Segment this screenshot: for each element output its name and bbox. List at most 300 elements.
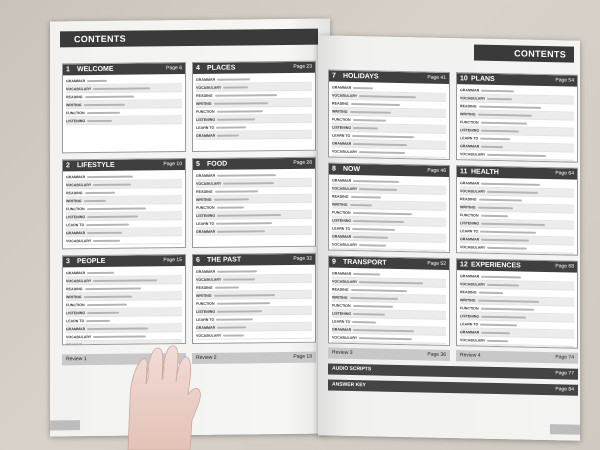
hand-photo (118, 340, 208, 450)
line-text-blur (217, 230, 265, 233)
line-text-blur (85, 95, 134, 98)
line-key: GRAMMAR (460, 329, 480, 335)
unit-number: 6 (196, 256, 200, 264)
line-text-blur (223, 86, 248, 88)
line-text-blur (86, 319, 110, 321)
line-text-blur (353, 219, 404, 222)
line-key: GRAMMAR (66, 174, 86, 179)
line-text-blur (487, 97, 512, 100)
line-text-blur (353, 235, 388, 238)
unit-lines (329, 81, 449, 160)
contents-header-left: CONTENTS (60, 29, 318, 48)
unit-box-8 (328, 162, 450, 253)
review-label: Review 4 (460, 352, 481, 359)
line-text-blur (480, 323, 517, 326)
line-key: GRAMMAR (332, 141, 352, 146)
unit-title: TRANSPORT (343, 258, 387, 267)
line-text-blur (359, 151, 405, 154)
line-key: WRITING (66, 198, 82, 203)
unit-lines (63, 74, 185, 125)
line-key: READING (332, 250, 349, 254)
line-text-blur (487, 339, 508, 341)
line-text-blur (87, 327, 148, 330)
unit-number: 12 (460, 261, 468, 269)
line-key: LISTENING (196, 309, 216, 314)
line-text-blur (478, 206, 513, 209)
line-text-blur (481, 182, 540, 185)
line-text-blur (481, 275, 521, 278)
line-text-blur (84, 295, 132, 298)
line-text-blur (480, 137, 510, 140)
line-text-blur (352, 320, 376, 323)
line-key: READING (460, 289, 477, 295)
unit-number: 4 (196, 64, 200, 72)
line-text-blur (359, 95, 416, 98)
line-text-blur (87, 271, 114, 273)
unit-number: 10 (460, 75, 468, 83)
unit-box-6 (192, 253, 316, 344)
line-key: READING (66, 94, 83, 99)
unit-page: Page 10 (163, 161, 182, 168)
line-text-blur (479, 198, 522, 201)
line-text-blur (217, 214, 281, 217)
line-text-blur (93, 279, 157, 282)
line-key: LEARN TO (460, 321, 479, 327)
line-key: VOCABULARY (332, 335, 358, 340)
line-text-blur (487, 283, 519, 286)
line-text-blur (93, 239, 120, 241)
unit-title: PEOPLE (77, 257, 106, 266)
unit-header (63, 159, 185, 171)
line-text-blur (85, 287, 141, 290)
line-text-blur (479, 347, 537, 349)
line-key: WRITING (460, 204, 476, 210)
line-key: FUNCTION (66, 302, 85, 307)
line-text-blur (481, 222, 545, 225)
unit-box-10 (456, 72, 578, 163)
line-text-blur (479, 291, 503, 294)
line-key: READING (332, 157, 349, 161)
right-page (318, 35, 580, 440)
line-key: LISTENING (460, 313, 480, 319)
line-key: VOCABULARY (460, 188, 486, 194)
line-key: VOCABULARY (332, 93, 358, 98)
line-key: FUNCTION (332, 210, 351, 215)
line-key: READING (196, 285, 213, 290)
extra-page: Page 84 (555, 386, 574, 393)
line-text-blur (351, 158, 389, 160)
line-key: LISTENING (66, 310, 86, 315)
review-page: Page 18 (293, 353, 312, 360)
line-text-blur (351, 344, 396, 346)
line-key: LEARN TO (460, 135, 479, 141)
unit-number: 11 (460, 168, 468, 176)
unit-title: HEALTH (471, 168, 499, 177)
page-footer-left (50, 420, 80, 430)
line-text-blur (351, 195, 381, 198)
line-key: GRAMMAR (460, 273, 480, 279)
line-key: GRAMMAR (196, 325, 216, 330)
line-key: LISTENING (332, 125, 352, 130)
line-text-blur (87, 303, 127, 305)
line-text-blur (93, 183, 131, 185)
line-text-blur (216, 222, 272, 225)
unit-page: Page 64 (555, 170, 574, 177)
unit-lines (193, 169, 315, 236)
extra-page: Page 77 (555, 370, 574, 377)
line-key: VOCABULARY (332, 149, 358, 154)
line-key: GRAMMAR (66, 78, 86, 83)
unit-box-2 (62, 158, 186, 249)
line-text-blur (217, 78, 250, 80)
line-text-blur (87, 207, 146, 210)
line-text-blur (217, 310, 262, 312)
unit-number: 9 (332, 258, 336, 266)
line-text-blur (359, 188, 397, 191)
line-key: FUNCTION (460, 119, 479, 125)
line-key: GRAMMAR (460, 87, 480, 93)
line-text-blur (487, 190, 538, 193)
unit-number: 3 (66, 258, 70, 266)
line-key: READING (460, 345, 477, 349)
unit-page: Page 52 (427, 260, 446, 267)
line-key: LISTENING (332, 311, 352, 316)
line-key: GRAMMAR (196, 173, 216, 178)
line-text-blur (481, 89, 514, 92)
line-key: LISTENING (66, 118, 86, 123)
line-key: LISTENING (460, 127, 480, 133)
unit-lines (457, 270, 577, 349)
line-key: LEARN TO (196, 221, 215, 226)
unit-box-5 (192, 157, 316, 248)
line-key: VOCABULARY (332, 242, 358, 247)
line-key: READING (460, 103, 477, 109)
line-key: READING (460, 252, 477, 256)
line-key: VOCABULARY (196, 333, 222, 338)
line-text-blur (353, 312, 385, 315)
line-text-blur (87, 175, 133, 177)
line-text-blur (359, 244, 386, 247)
unit-page: Page 46 (427, 167, 446, 174)
line-text-blur (481, 129, 519, 132)
contents-header-right: CONTENTS (474, 45, 574, 63)
line-text-blur (93, 87, 150, 90)
line-key: GRAMMAR (460, 180, 480, 186)
unit-number: 8 (332, 165, 336, 173)
line-key: GRAMMAR (66, 326, 86, 331)
line-text-blur (481, 238, 529, 241)
line-text-blur (481, 307, 534, 310)
line-key: LISTENING (66, 214, 86, 219)
line-key: VOCABULARY (196, 85, 222, 90)
unit-line (196, 331, 312, 340)
line-key: WRITING (196, 197, 212, 202)
line-text-blur (481, 121, 527, 124)
extra-bar (328, 379, 578, 395)
line-text-blur (487, 153, 546, 156)
unit-title: NOW (343, 165, 361, 174)
line-text-blur (479, 161, 530, 163)
line-text-blur (351, 288, 407, 291)
line-text-blur (214, 102, 268, 105)
line-key: FUNCTION (332, 117, 351, 122)
line-text-blur (350, 110, 391, 113)
line-key: FUNCTION (66, 206, 85, 211)
review-page: Page 74 (555, 354, 574, 361)
line-text-blur (353, 304, 393, 307)
line-text-blur (217, 118, 255, 120)
line-key: WRITING (460, 297, 476, 303)
line-key: VOCABULARY (460, 244, 486, 250)
line-key: VOCABULARY (66, 86, 92, 91)
line-text-blur (85, 191, 115, 193)
line-text-blur (87, 311, 119, 313)
unit-lines (63, 170, 185, 245)
unit-number: 5 (196, 160, 200, 168)
review-label: Review 3 (332, 349, 353, 356)
extra-label: AUDIO SCRIPTS (332, 365, 372, 373)
line-text-blur (350, 203, 372, 205)
unit-header (63, 255, 185, 267)
line-key: FUNCTION (460, 305, 479, 311)
line-text-blur (479, 105, 541, 108)
line-key: LISTENING (332, 218, 352, 223)
line-key: VOCABULARY (66, 182, 92, 187)
line-key: WRITING (66, 294, 82, 299)
line-text-blur (87, 111, 120, 113)
line-text-blur (359, 337, 412, 340)
unit-lines (329, 174, 449, 253)
line-key: READING (332, 194, 349, 199)
line-text-blur (481, 214, 508, 217)
unit-box-12 (456, 258, 578, 349)
extra-label: ANSWER KEY (332, 381, 366, 389)
unit-lines (457, 84, 577, 163)
line-text-blur (214, 198, 249, 200)
line-text-blur (352, 134, 414, 137)
unit-box-3 (62, 254, 186, 345)
line-text-blur (217, 302, 270, 305)
line-key: GRAMMAR (332, 85, 352, 90)
line-text-blur (216, 126, 246, 128)
line-key: WRITING (460, 111, 476, 117)
review-bar (328, 347, 450, 361)
review-bar (192, 352, 316, 364)
line-key: READING (196, 189, 213, 194)
unit-title: HOLIDAYS (343, 72, 379, 81)
unit-page: Page 6 (166, 65, 182, 72)
line-key: VOCABULARY (332, 186, 358, 191)
line-text-blur (214, 294, 275, 297)
line-key: GRAMMAR (196, 77, 216, 82)
line-key: WRITING (332, 295, 348, 300)
unit-lines (329, 267, 449, 346)
review-bar (456, 350, 578, 364)
line-text-blur (215, 286, 239, 288)
unit-line (196, 131, 312, 140)
unit-header (193, 254, 315, 266)
line-text-blur (479, 254, 511, 256)
line-key: LEARN TO (332, 133, 351, 138)
unit-title: THE PAST (207, 256, 242, 264)
line-key: WRITING (332, 109, 348, 114)
unit-page: Page 54 (555, 77, 574, 84)
line-key: VOCABULARY (460, 337, 486, 343)
line-key: LEARN TO (332, 226, 351, 231)
line-text-blur (353, 211, 412, 214)
unit-lines (63, 266, 185, 345)
line-key: READING (460, 196, 477, 202)
line-text-blur (480, 230, 536, 233)
unit-title: PLANS (471, 75, 495, 83)
line-key: READING (66, 190, 83, 195)
unit-number: 2 (66, 162, 70, 170)
line-key: FUNCTION (460, 212, 479, 218)
unit-title: PLACES (207, 64, 236, 72)
line-key: FUNCTION (196, 205, 215, 210)
line-text-blur (481, 331, 510, 334)
line-key: LEARN TO (460, 228, 479, 234)
unit-number: 7 (332, 72, 336, 80)
unit-page: Page 28 (293, 159, 312, 166)
line-key: VOCABULARY (196, 181, 222, 186)
line-key: READING (332, 101, 349, 106)
line-key: READING (332, 287, 349, 292)
unit-title: FOOD (207, 160, 228, 168)
line-key: VOCABULARY (66, 334, 92, 339)
line-text-blur (217, 134, 239, 136)
line-text-blur (223, 182, 274, 185)
line-text-blur (481, 145, 503, 147)
line-key: LISTENING (460, 220, 480, 226)
line-text-blur (223, 278, 255, 280)
line-key: LISTENING (196, 213, 216, 218)
line-key: FUNCTION (196, 109, 215, 114)
line-key: FUNCTION (332, 303, 351, 308)
line-key: READING (196, 93, 213, 98)
line-key: FUNCTION (196, 301, 215, 306)
line-key: VOCABULARY (196, 277, 222, 282)
line-text-blur (87, 119, 112, 121)
line-key: GRAMMAR (196, 269, 216, 274)
line-key: GRAMMAR (332, 327, 352, 332)
line-key: READING (66, 286, 83, 291)
line-text-blur (93, 335, 146, 338)
line-text-blur (86, 223, 129, 225)
unit-line (66, 236, 182, 245)
line-key: WRITING (196, 293, 212, 298)
line-text-blur (478, 299, 539, 302)
line-text-blur (217, 326, 246, 328)
line-key: VOCABULARY (66, 238, 92, 243)
unit-page: Page 23 (293, 63, 312, 70)
unit-lines (457, 177, 577, 256)
unit-title: LIFESTYLE (77, 161, 115, 170)
line-key: WRITING (196, 101, 212, 106)
line-key: WRITING (332, 202, 348, 207)
line-text-blur (353, 86, 373, 88)
review-label: Review 1 (66, 356, 87, 363)
line-key: LEARN TO (196, 125, 215, 130)
unit-box-9 (328, 255, 450, 346)
line-key: GRAMMAR (332, 271, 352, 276)
line-text-blur (87, 231, 122, 233)
page-footer-right (550, 424, 580, 435)
unit-title: WELCOME (77, 65, 114, 74)
unit-lines (193, 73, 315, 140)
line-text-blur (353, 126, 378, 129)
unit-line (196, 227, 312, 236)
line-key: WRITING (66, 102, 82, 107)
line-key: LEARN TO (66, 318, 85, 323)
unit-lines (193, 265, 315, 340)
unit-number: 1 (66, 66, 70, 74)
line-text-blur (217, 174, 276, 177)
line-text-blur (87, 215, 138, 218)
line-text-blur (87, 79, 107, 81)
unit-box-4 (192, 61, 316, 152)
unit-box-11 (456, 165, 578, 256)
line-text-blur (353, 118, 386, 121)
line-key: VOCABULARY (460, 281, 486, 287)
line-text-blur (84, 103, 125, 105)
line-key: READING (66, 342, 83, 346)
line-text-blur (215, 190, 258, 192)
line-text-blur (353, 272, 380, 275)
line-text-blur (353, 328, 414, 331)
line-key: VOCABULARY (460, 151, 486, 157)
line-text-blur (215, 94, 277, 97)
line-key: GRAMMAR (332, 178, 352, 183)
unit-page: Page 32 (293, 255, 312, 262)
unit-header (193, 62, 315, 74)
review-label: Review 2 (196, 354, 217, 361)
line-key: READING (332, 343, 349, 347)
line-text-blur (353, 179, 399, 182)
line-key: GRAMMAR (460, 236, 480, 242)
line-key: FUNCTION (66, 110, 85, 115)
line-key: GRAMMAR (332, 234, 352, 239)
line-text-blur (353, 142, 407, 145)
line-key: GRAMMAR (66, 270, 86, 275)
unit-page: Page 68 (555, 263, 574, 270)
extra-bar (328, 363, 578, 379)
line-text-blur (351, 102, 400, 105)
line-text-blur (481, 315, 526, 318)
line-text-blur (350, 296, 398, 299)
line-key: LEARN TO (66, 222, 85, 227)
line-key: LISTENING (196, 117, 216, 122)
line-key: VOCABULARY (460, 95, 486, 101)
line-text-blur (351, 251, 415, 253)
line-key: GRAMMAR (196, 229, 216, 234)
line-key: VOCABULARY (66, 278, 92, 283)
line-text-blur (487, 246, 527, 249)
line-key: GRAMMAR (196, 133, 216, 138)
line-text-blur (84, 199, 106, 201)
line-text-blur (359, 281, 423, 284)
unit-box-1 (62, 62, 186, 153)
unit-header (193, 158, 315, 170)
line-key: READING (460, 159, 477, 163)
unit-line (66, 116, 182, 125)
unit-header (63, 63, 185, 75)
unit-box-7 (328, 69, 450, 160)
line-text-blur (217, 206, 244, 208)
unit-page: Page 15 (163, 257, 182, 264)
line-text-blur (223, 334, 244, 336)
line-key: LEARN TO (332, 319, 351, 324)
